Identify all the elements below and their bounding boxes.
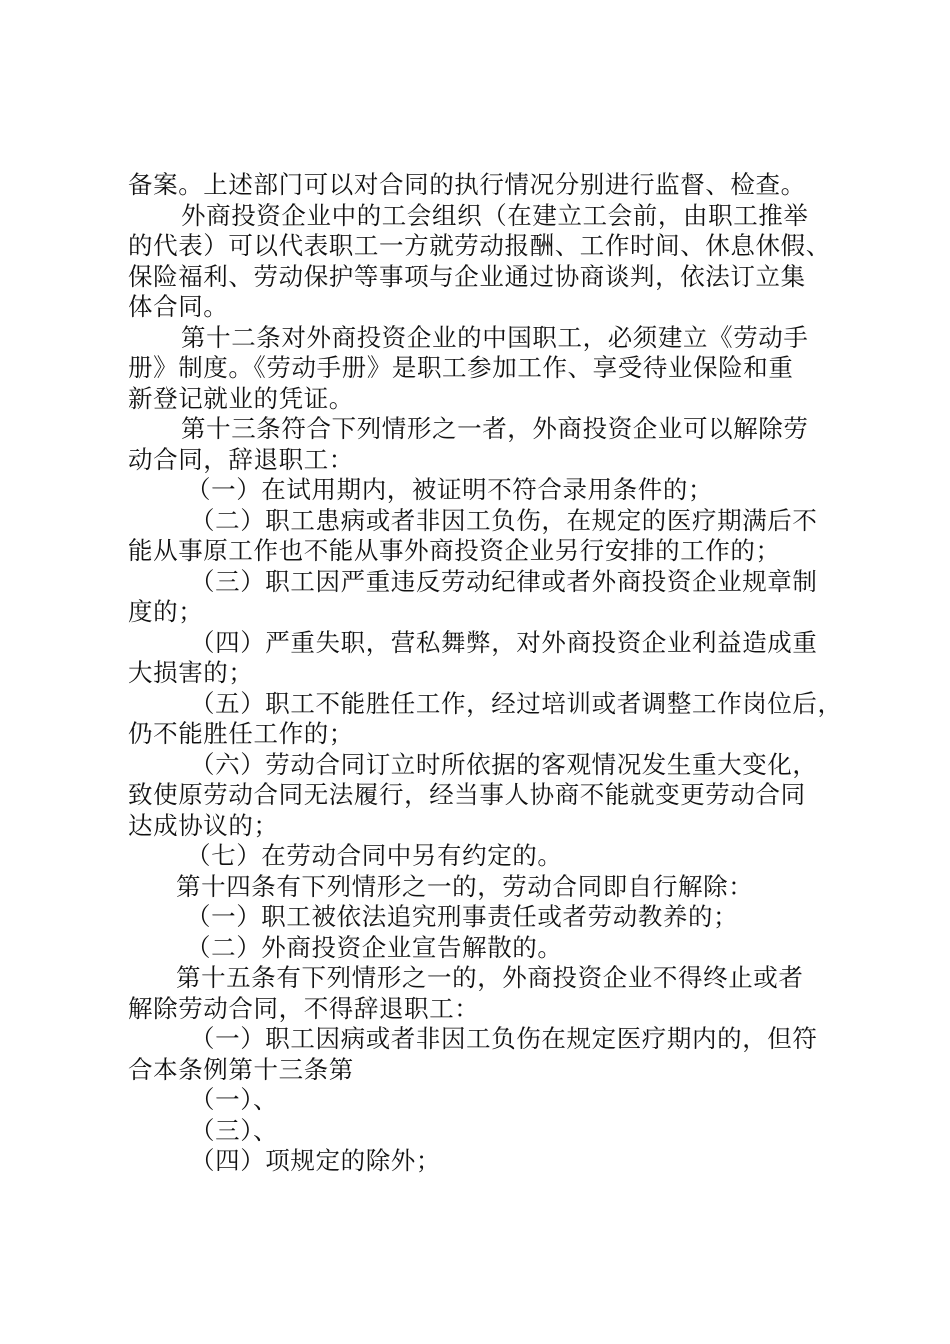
text-line: 能从事原工作也不能从事外商投资企业另行安排的工作的； [128, 536, 781, 565]
text-line: 仍不能胜任工作的； [128, 719, 354, 748]
text-line: （一）、 [190, 1085, 279, 1114]
text-line: （六）劳动合同订立时所依据的客观情况发生重大变化， [190, 749, 818, 779]
text-line: （一）在试用期内，被证明不符合录用条件的； [186, 475, 714, 504]
text-line: （三）职工因严重违反劳动纪律或者外商投资企业规章制 [190, 566, 818, 596]
text-line: 保险福利、劳动保护等事项与企业通过协商谈判，依法订立集 [128, 261, 806, 291]
text-line: 度的； [128, 597, 204, 626]
text-line: 第十四条有下列情形之一的，劳动合同即自行解除： [176, 871, 754, 901]
text-line: （四）严重失职，营私舞弊，对外商投资企业利益造成重 [190, 627, 818, 657]
text-line: （二）外商投资企业宣告解散的。 [186, 932, 563, 962]
text-line: （五）职工不能胜任工作，经过培训或者调整工作岗位后， [190, 688, 843, 718]
text-line: 第十五条有下列情形之一的，外商投资企业不得终止或者 [176, 963, 804, 992]
text-line: 外商投资企业中的工会组织（在建立工会前，由职工推举 [181, 200, 809, 230]
text-line: 册》制度。《劳动手册》是职工参加工作、享受待业保险和重 [128, 353, 794, 382]
text-line: 大损害的； [128, 658, 254, 687]
text-line: （四）项规定的除外； [190, 1146, 441, 1175]
text-line: 达成协议的； [128, 810, 279, 840]
text-line: 致使原劳动合同无法履行，经当事人协商不能就变更劳动合同 [128, 780, 806, 809]
text-line: 解除劳动合同，不得辞退职工： [128, 993, 480, 1023]
text-line: 动合同，辞退职工： [128, 444, 354, 474]
text-line: （一）职工被依法追究刑事责任或者劳动教养的； [186, 902, 739, 931]
text-line: 第十三条符合下列情形之一者，外商投资企业可以解除劳 [181, 414, 809, 443]
text-line: （二）职工患病或者非因工负伤，在规定的医疗期满后不 [190, 505, 818, 535]
text-line: 备案。上述部门可以对合同的执行情况分别进行监督、检查。 [128, 170, 806, 199]
text-line: 合本条例第十三条第 [128, 1054, 354, 1084]
text-line: 第十二条对外商投资企业的中国职工，必须建立《劳动手 [181, 322, 809, 352]
text-line: 的代表）可以代表职工一方就劳动报酬、工作时间、休息休假、 [128, 231, 831, 260]
text-line: 体合同。 [128, 292, 229, 321]
text-line: （七）在劳动合同中另有约定的。 [186, 841, 563, 870]
text-line: 新登记就业的凭证。 [128, 383, 354, 413]
document-body [128, 170, 843, 1177]
text-line: （三）、 [190, 1115, 279, 1145]
text-line: （一）职工因病或者非因工负伤在规定医疗期内的，但符 [190, 1024, 818, 1053]
